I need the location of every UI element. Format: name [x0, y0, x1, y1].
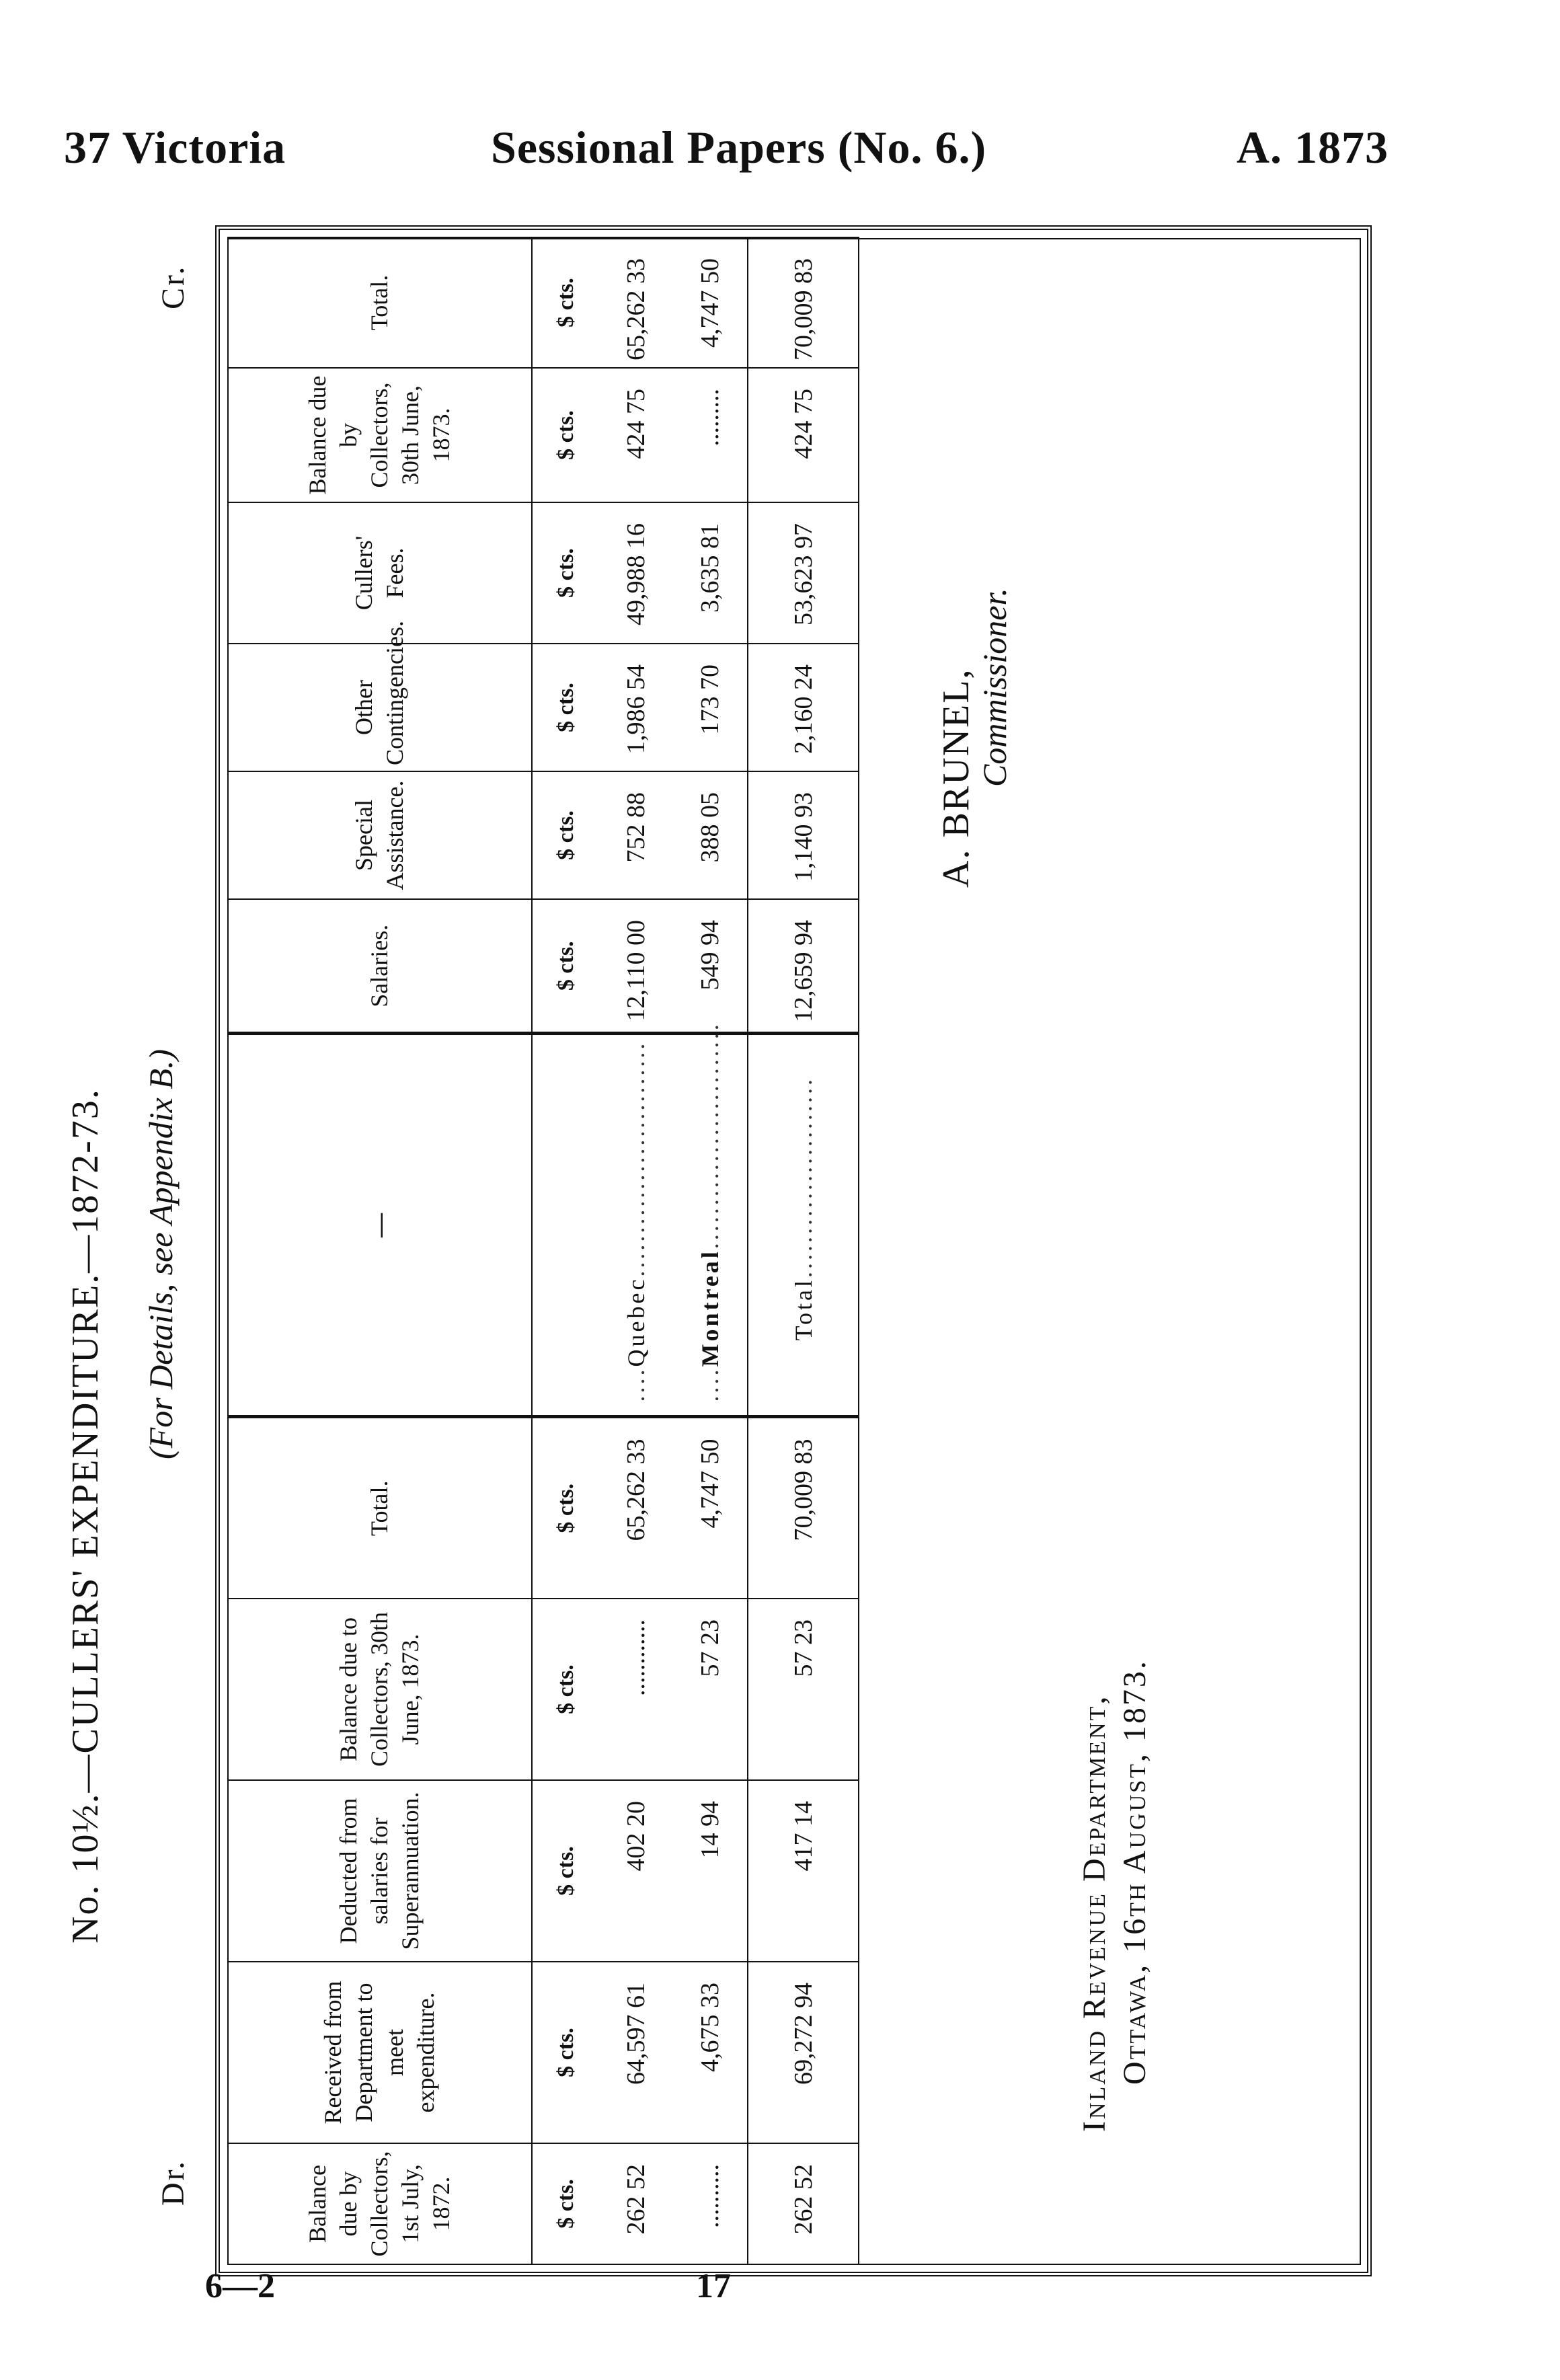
- page-number: 17: [696, 2267, 731, 2305]
- unit-cell: $ cts.: [532, 368, 599, 502]
- unit-cell: $ cts.: [532, 1599, 599, 1780]
- unit-cell: $ cts.: [532, 237, 599, 368]
- row-label-montreal: Montreal: [697, 1249, 724, 1367]
- cell-description: ....Montreal..........................: [673, 1034, 748, 1417]
- col-received: Received from Department to meet expenditure.: [227, 1962, 532, 2143]
- cell-cr-fees: 3,635 81: [673, 502, 748, 644]
- unit-cell-blank: [532, 1034, 599, 1417]
- table-title: No. 10½.—CULLERS' EXPENDITURE.—1872-73.: [65, 1088, 106, 1944]
- col-other-contingencies: Other Contingencies.: [227, 644, 532, 771]
- cell-total-special: 1,140 93: [748, 771, 859, 899]
- footer-signature-mark: 6—2: [205, 2267, 275, 2305]
- cell-cr-balance-by: .........: [673, 368, 748, 502]
- col-total-cr: Total.: [227, 237, 532, 368]
- cell-description: ....Quebec...........................: [599, 1034, 673, 1417]
- cell-dr-balance-start: 262 52: [599, 2143, 673, 2264]
- cell-dr-received: 64,597 61: [599, 1962, 673, 2143]
- cell-cr-total: 65,262 33: [599, 237, 673, 368]
- cell-dr-deducted: 14 94: [673, 1780, 748, 1962]
- unit-cell: $ cts.: [532, 899, 599, 1034]
- cell-dr-total: 4,747 50: [673, 1417, 748, 1599]
- col-balance-to: Balance due to Collectors, 30th June, 1873.: [227, 1599, 532, 1780]
- cell-total-received: 69,272 94: [748, 1962, 859, 2143]
- cell-dr-balance-to: ............: [599, 1599, 673, 1780]
- signature-title: Commissioner.: [976, 588, 1013, 787]
- cell-total-fees: 53,623 97: [748, 502, 859, 644]
- cell-cr-other: 1,986 54: [599, 644, 673, 771]
- col-description: —: [227, 1034, 532, 1417]
- unit-cell: $ cts.: [532, 2143, 599, 2264]
- cell-total-cr: 70,009 83: [748, 237, 859, 368]
- cell-dr-received: 4,675 33: [673, 1962, 748, 2143]
- col-balance-start: Balance due by Collectors, 1st July, 1872.: [227, 2143, 532, 2264]
- cell-dr-total: 65,262 33: [599, 1417, 673, 1599]
- header-sessional-papers: Sessional Papers (No. 6.): [491, 122, 987, 173]
- table-row-total: [748, 237, 859, 2264]
- header-year: A. 1873: [1236, 122, 1389, 173]
- cell-total-dr: 70,009 83: [748, 1417, 859, 1599]
- signature-name: A. BRUNEL,: [935, 668, 977, 888]
- cell-cr-fees: 49,988 16: [599, 502, 673, 644]
- cell-cr-salaries: 12,110 00: [599, 899, 673, 1034]
- col-salaries: Salaries.: [227, 899, 532, 1034]
- cell-cr-salaries: 549 94: [673, 899, 748, 1034]
- cell-total-balance-to: 57 23: [748, 1599, 859, 1780]
- department-location-date: Ottawa, 16th August, 1873.: [1117, 1659, 1153, 2085]
- cell-total-other: 2,160 24: [748, 644, 859, 771]
- cell-cr-special: 388 05: [673, 771, 748, 899]
- rotated-page-content: [0, 208, 1560, 2280]
- expenditure-table: [227, 237, 859, 2265]
- cell-total-balance-by: 424 75: [748, 368, 859, 502]
- cell-cr-balance-by: 424 75: [599, 368, 673, 502]
- col-special-assistance: Special Assistance.: [227, 771, 532, 899]
- credit-label: Cr.: [155, 264, 191, 309]
- cell-dr-balance-to: 57 23: [673, 1599, 748, 1780]
- table-row-quebec: [599, 237, 673, 2264]
- cell-cr-total: 4,747 50: [673, 237, 748, 368]
- table-subtitle: (For Details, see Appendix B.): [142, 1048, 180, 1459]
- col-total-dr: Total.: [227, 1417, 532, 1599]
- unit-cell: $ cts.: [532, 1962, 599, 2143]
- department-name: Inland Revenue Department,: [1077, 1694, 1112, 2132]
- cell-total-salaries: 12,659 94: [748, 899, 859, 1034]
- unit-cell: $ cts.: [532, 1780, 599, 1962]
- unit-cell: $ cts.: [532, 644, 599, 771]
- col-cullers-fees: Cullers' Fees.: [227, 502, 532, 644]
- unit-cell: $ cts.: [532, 771, 599, 899]
- cell-dr-deducted: 402 20: [599, 1780, 673, 1962]
- cell-cr-special: 752 88: [599, 771, 673, 899]
- unit-cell: $ cts.: [532, 502, 599, 644]
- table-row-montreal: [673, 237, 748, 2264]
- debit-label: Dr.: [155, 2159, 191, 2206]
- cell-total-deducted: 417 14: [748, 1780, 859, 1962]
- units-row: [532, 237, 599, 2264]
- col-deducted: Deducted from salaries for Superannuation.: [227, 1780, 532, 1962]
- row-label-total: Total: [789, 1278, 817, 1341]
- row-label-quebec: Quebec: [623, 1276, 650, 1367]
- cell-total-balance-start: 262 52: [748, 2143, 859, 2264]
- cell-dr-balance-start: ..........: [673, 2143, 748, 2264]
- cell-cr-other: 173 70: [673, 644, 748, 771]
- cell-description: Total.......................: [748, 1034, 859, 1417]
- col-balance-by: Balance due by Collectors, 30th June, 1873.: [227, 368, 532, 502]
- column-header-row: [227, 237, 532, 2264]
- unit-cell: $ cts.: [532, 1417, 599, 1599]
- header-session: 37 Victoria: [64, 122, 286, 173]
